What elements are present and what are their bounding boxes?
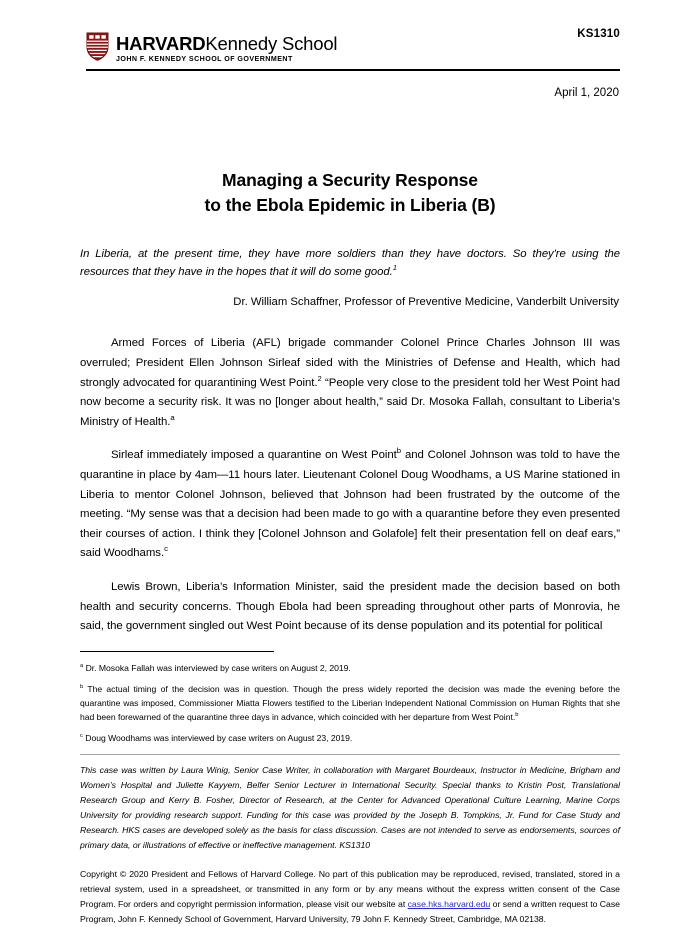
document-header [80, 0, 620, 80]
logo-wordmark-main [116, 34, 337, 53]
paragraph-2 [80, 446, 620, 564]
paragraph-2-part-a: Sirleaf immediately imposed a quarantine on West Point [111, 449, 397, 462]
logo-harvard-text: HARVARD [116, 33, 206, 54]
footnote-a-marker: a [80, 662, 84, 669]
footnote-c-text: Doug Woodhams was interviewed by case writers on August 23, 2019. [82, 732, 353, 743]
copyright-text-part-1: Copyright © 2020 President and Fellows of Harvard College. No part of this publication may be reproduced, revised, translated, stored in a retrieval system, used in a spreadsheet, or transmitted in any form or by any means without the express written consent of the Case Program. For orders and copyright permission information, please visit our website at [80, 868, 620, 909]
harvard-shield-icon [86, 32, 109, 61]
footnote-b-text: The actual timing of the decision was in question. Though the press widely reported the decision was made the evening before the quarantine was imposed, Commissioner Miatta Flowers testified to the Liberian Independent National Commission on Human Rights that she had been forewarned of the quarantine three days in advance, which coincided with her departure from West Point. [80, 683, 620, 722]
page-title [80, 168, 620, 218]
footnote-a [80, 661, 620, 675]
document-date: April 1, 2020 [554, 87, 619, 99]
footnote-c [80, 731, 620, 745]
paragraph-2-part-b: and Colonel Johnson was told to have the quarantine in place by 4am—11 hours later. Lieutenant Colonel Doug Woodhams, a US Marine stationed in Liberia to mentor Colonel Johnson, believed that Johnson had been frustrated by the outcome of the meeting. “My sense was that a decision had been made to go with a quarantine before they even presented their courses of action. I think they [Colonel Johnson and Golafole] felt their presentation fell on deaf ears,” said Woodhams. [80, 449, 620, 560]
case-program-website-link[interactable]: case.hks.harvard.edu [407, 898, 491, 909]
copyright-text-part-2: or send a written request to Case Program, John F. Kennedy School of Government, Harvard University, 79 John F. Kennedy Street, Cambridge, MA 02138. [80, 898, 620, 924]
paragraph-2-footnote-b: b [396, 446, 402, 456]
paragraph-1-footnote-2: 2 [317, 373, 322, 383]
epigraph-footnote-marker: 1 [392, 263, 397, 273]
footnote-separator [80, 651, 274, 652]
epigraph-text: In Liberia, at the present time, they have more soldiers than they have doctors. So they're using the resources that they have in the hopes that it will do some good. [80, 247, 620, 278]
title-line-2: to the Ebola Epidemic in Liberia (B) [204, 194, 496, 215]
paragraph-3: Lewis Brown, Liberia’s Information Minister, said the president made the decision based on both health and security concerns. Though Ebola had been spreading throughout other parts of Monrovia, he said, the government singled out West Point because of its dense population and its potential for political [80, 580, 620, 633]
footnote-a-text: Dr. Mosoka Fallah was interviewed by case writers on August 2, 2019. [83, 662, 351, 673]
document-code: KS1310 [577, 28, 620, 40]
case-credits: This case was written by Laura Winig, Senior Case Writer, in collaboration with Margaret Bourdeaux, Instructor in Medicine, Brigham and Women’s Hospital and Juliette Kayyem, Belfer Senior Lecturer in International Security. Special thanks to Kristin Post, Translational Research Group and Kerry B. Fosher, Director of Research, at the Center for Advanced Operational Culture Learning, Marine Corps University for providing research support. Funding for this case was provided by the Joseph B. Tompkins, Jr. Fund for Case Study and Research. HKS cases are developed solely as the basis for class discussion. Cases are not intended to serve as endorsements, sources of primary data, or illustrations of effective or ineffective management. KS1310 [80, 764, 620, 850]
credits-divider [80, 754, 620, 755]
footnotes-section [80, 661, 620, 745]
paragraph-1 [80, 334, 620, 432]
footnote-b [80, 682, 620, 724]
logo-kennedy-school-text: Kennedy School [205, 33, 338, 54]
footnote-b-marker: b [80, 683, 84, 690]
paragraph-1-part-a: Armed Forces of Liberia (AFL) brigade commander Colonel Prince Charles Johnson III was overruled; President Ellen Johnson Sirleaf sided with the Ministries of Defense and Health, which had strongly advocated for quarantining West Point. [80, 337, 620, 389]
paragraph-1-part-b: “People very close to the president told her West Point had now become a security risk. It was no [longer about health,” said Dr. Mosoka Fallah, consultant to Liberia’s Ministry of Health. [80, 376, 620, 428]
harvard-kennedy-school-logo [86, 32, 337, 64]
copyright-notice [80, 867, 620, 927]
logo-wordmark [116, 32, 337, 64]
epigraph-quote [80, 245, 620, 282]
epigraph-attribution: Dr. William Schaffner, Professor of Preventive Medicine, Vanderbilt University [233, 296, 619, 309]
footnote-c-marker: c [80, 732, 83, 739]
body-content [80, 334, 620, 637]
footnote-b-trailing-marker: b [515, 711, 519, 718]
logo-sub-wordmark: JOHN F. KENNEDY SCHOOL OF GOVERNMENT [116, 55, 293, 64]
paragraph-1-footnote-a: a [170, 412, 175, 422]
header-divider [86, 69, 620, 71]
title-line-1: Managing a Security Response [222, 170, 478, 190]
paragraph-2-footnote-c: c [164, 544, 168, 554]
